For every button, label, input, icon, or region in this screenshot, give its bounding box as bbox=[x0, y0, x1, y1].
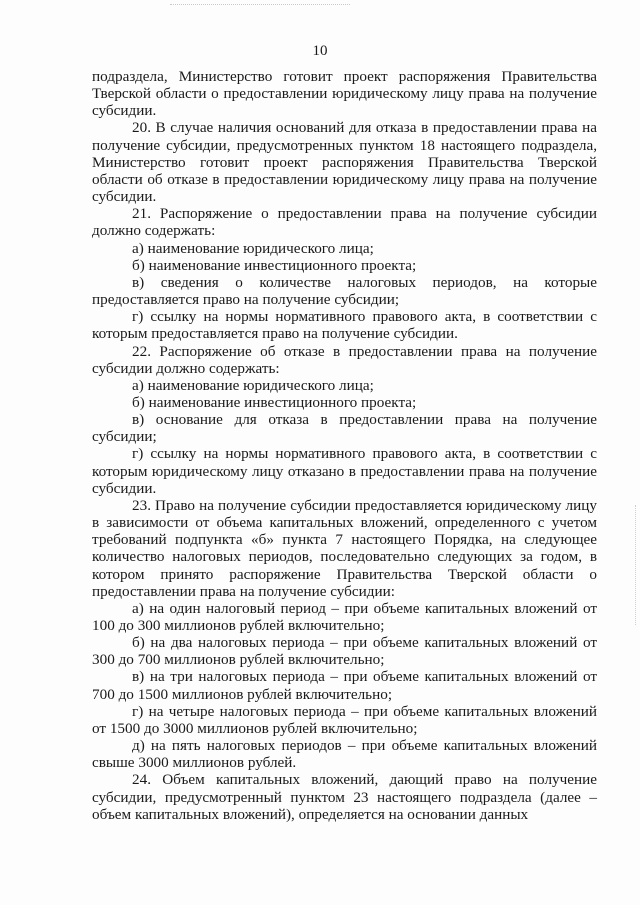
page-number: 10 bbox=[312, 43, 328, 59]
paragraph-22: 22. Распоряжение об отказе в предоставлении права на получение субсидии должно содержать: bbox=[92, 342, 597, 377]
paragraph-21: 21. Распоряжение о предоставлении права на получение субсидии должно содержать: bbox=[92, 205, 597, 240]
paragraph-22-v: в) основание для отказа в предоставлении права на получение субсидии; bbox=[92, 411, 597, 446]
paragraph-22-g: г) ссылку на нормы нормативного правового акта, в соответствии с которым юридическому лицу отказано в предоставлении права на получение субсидии. bbox=[92, 445, 597, 497]
paragraph-continuation: подраздела, Министерство готовит проект распоряжения Правительства Тверской области о предоставлении юридическому лицу права на получение субсидии. bbox=[92, 68, 597, 120]
scan-artifact bbox=[170, 4, 350, 7]
paragraph-23-b: б) на два налоговых периода – при объеме капитальных вложений от 300 до 700 миллионов рублей включительно; bbox=[92, 634, 597, 669]
paragraph-21-v: в) сведения о количестве налоговых периодов, на которые предоставляется право на получение субсидии; bbox=[92, 273, 597, 309]
paragraph-23-d: д) на пять налоговых периодов – при объеме капитальных вложений свыше 3000 миллионов рублей. bbox=[92, 737, 597, 772]
paragraph-21-b: б) наименование инвестиционного проекта; bbox=[132, 256, 417, 274]
paragraph-23: 23. Право на получение субсидии предоставляется юридическому лицу в зависимости от объема капитальных вложений, определенного с учетом требований подпункта «б» пункта 7 настоящего Порядка, на следующее количество налоговых периодов, последовательно следующих за годом, в котором принято распоряжение Правительства Тверской области о предоставлении права на получение субсидии: bbox=[92, 496, 597, 600]
paragraph-21-a: а) наименование юридического лица; bbox=[132, 239, 374, 257]
paragraph-23-v: в) на три налоговых периода – при объеме капитальных вложений от 700 до 1500 миллионов рублей включительно; bbox=[92, 668, 597, 703]
paragraph-23-g: г) на четыре налоговых периода – при объеме капитальных вложений от 1500 до 3000 миллионов рублей включительно; bbox=[92, 702, 597, 737]
paragraph-22-a: а) наименование юридического лица; bbox=[132, 376, 374, 394]
paragraph-23-a: а) на один налоговый период – при объеме капитальных вложений от 100 до 300 миллионов рублей включительно; bbox=[92, 599, 597, 634]
document-body bbox=[92, 68, 597, 823]
paragraph-22-b: б) наименование инвестиционного проекта; bbox=[132, 393, 417, 411]
paragraph-21-g: г) ссылку на нормы нормативного правового акта, в соответствии с которым предоставляется право на получение субсидии. bbox=[92, 308, 597, 343]
scan-edge-artifact bbox=[632, 505, 636, 625]
paragraph-20: 20. В случае наличия оснований для отказа в предоставлении права на получение субсидии, предусмотренных пунктом 18 настоящего подраздела, Министерство готовит проект распоряжения Правительства Тверской области об отказе в предоставлении юридическому лицу права на получение субсидии. bbox=[92, 119, 597, 206]
paragraph-24: 24. Объем капитальных вложений, дающий право на получение субсидии, предусмотренный пунктом 23 настоящего подраздела (далее – объем капитальных вложений), определяется на основании данных bbox=[92, 771, 597, 823]
